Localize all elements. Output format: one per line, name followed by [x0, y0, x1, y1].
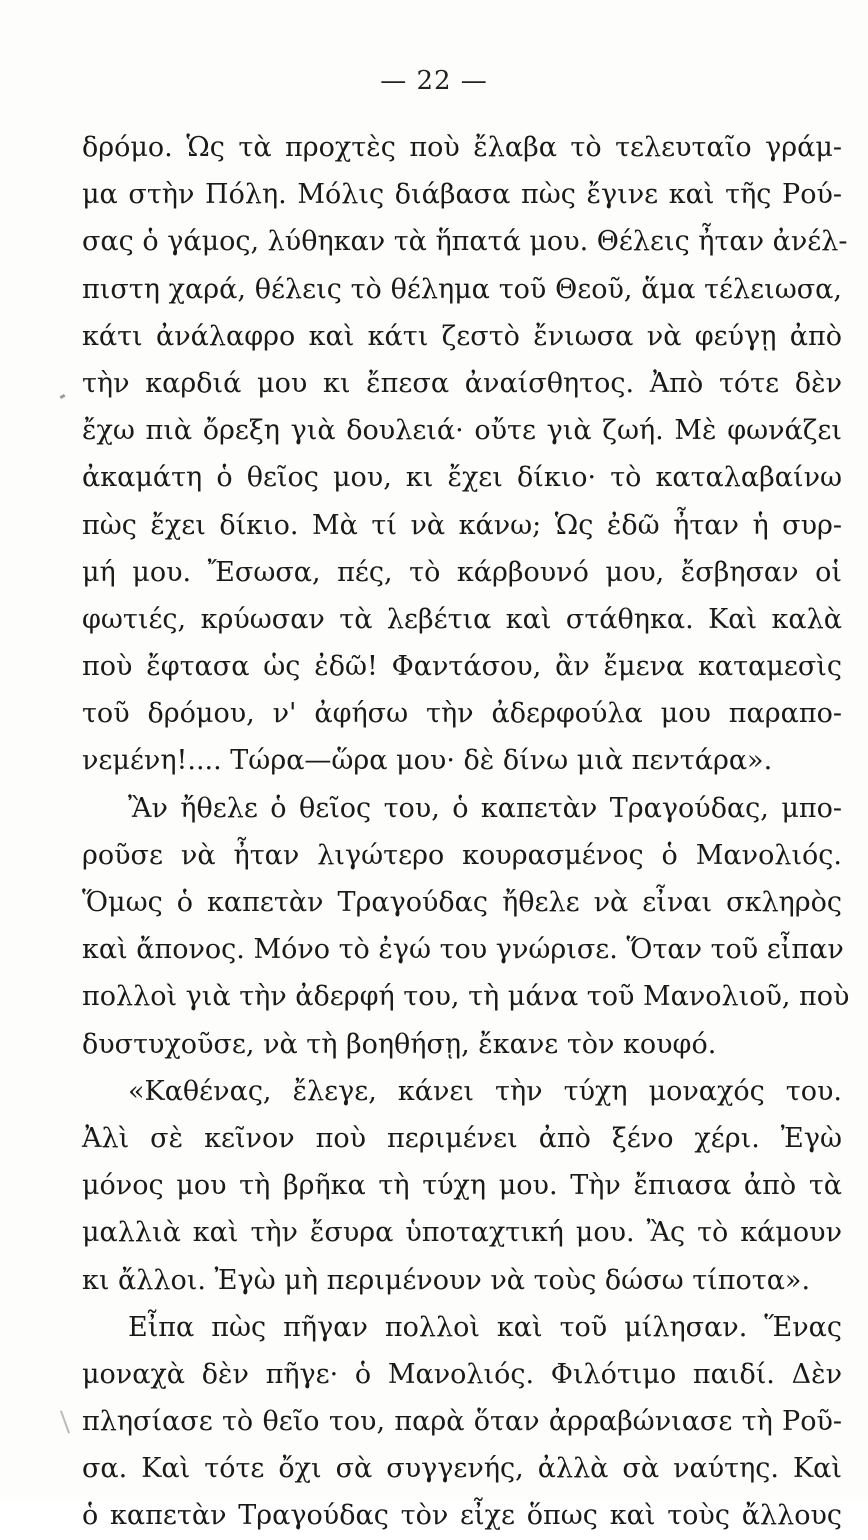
text-line: ἔχω πιὰ ὄρεξη γιὰ δουλειά· οὔτε γιὰ ζωή. Μὲ φωνάζει — [82, 415, 842, 447]
text-line: πιστη χαρά, θέλεις τὸ θέλημα τοῦ Θεοῦ, ἅμα τέλειωσα, — [82, 273, 842, 305]
text-line: καὶ ἄπονος. Μόνο τὸ ἐγώ του γνώρισε. Ὅταν τοῦ εἶπαν — [82, 934, 844, 966]
text-line: «Καθένας, ἔλεγε, κάνει τὴν τύχη μοναχός του. — [128, 1075, 842, 1107]
text-line: φωτιές, κρύωσαν τὰ λεβέτια καὶ στάθηκα. Καὶ καλὰ — [82, 603, 842, 635]
text-line: σα. Καὶ τότε ὄχι σὰ συγγενής, ἀλλὰ σὰ ναύτης. Καὶ — [82, 1453, 842, 1485]
text-line: Ὅμως ὁ καπετὰν Τραγούδας ἤθελε νὰ εἶναι σκληρὸς — [82, 887, 842, 918]
text-line: ροῦσε νὰ ἦταν λιγώτερο κουρασμένος ὁ Μανολιός. — [82, 839, 842, 871]
text-line: πολλοὶ γιὰ τὴν ἀδερφή του, τὴ μάνα τοῦ Μανολιοῦ, ποὺ — [82, 981, 850, 1013]
text-line: μαλλιὰ καὶ τὴν ἔσυρα ὑποταχτική μου. Ἂς τὸ κάμουν — [82, 1217, 842, 1249]
text-line: Ἀλὶ σὲ κεῖνον ποὺ περιμένει ἀπὸ ξένο χέρι. Ἐγὼ — [82, 1122, 842, 1154]
text-line: κάτι ἀνάλαφρο καὶ κάτι ζεστὸ ἔνιωσα νὰ φεύγῃ ἀπὸ — [82, 320, 842, 352]
text-line: τοῦ δρόμου, ν' ἀφήσω τὴν ἀδερφούλα μου παραπο- — [82, 698, 842, 730]
text-line: ἀκαμάτη ὁ θεῖος μου, κι ἔχει δίκιο· τὸ καταλαβαίνω — [82, 462, 842, 494]
margin-mark — [60, 394, 66, 399]
text-line: σας ὁ γάμος, λύθηκαν τὰ ἥπατά μου. Θέλεις ἦταν ἀνέλ- — [82, 226, 848, 258]
text-line: μα στὴν Πόλη. Μόλις διάβασα πὼς ἔγινε καὶ τῆς Ρού- — [82, 179, 842, 211]
text-line: πὼς ἔχει δίκιο. Μὰ τί νὰ κάνω; Ὡς ἐδῶ ἦταν ἡ συρ- — [82, 509, 842, 541]
text-line: κι ἄλλοι. Ἐγὼ μὴ περιμένουν νὰ τοὺς δώσω τίποτα». — [82, 1264, 811, 1296]
text-line: τὴν καρδιά μου κι ἔπεσα ἀναίσθητος. Ἀπὸ τότε δὲν — [82, 367, 842, 399]
body-text — [82, 124, 850, 1540]
page-number: — 22 — — [380, 66, 488, 96]
text-line: μόνος μου τὴ βρῆκα τὴ τύχη μου. Τὴν ἔπιασα ἀπὸ τὰ — [82, 1170, 842, 1202]
text-line: μοναχὰ δὲν πῆγε· ὁ Μανολιός. Φιλότιμο παιδί. Δὲν — [82, 1358, 842, 1390]
text-line: νεμένη!.... Τώρα—ὥρα μου· δὲ δίνω μιὰ πεντάρα». — [82, 745, 773, 777]
text-line: δρόμο. Ὡς τὰ προχτὲς ποὺ ἔλαβα τὸ τελευταῖο γράμ- — [82, 132, 842, 163]
text-line: δυστυχοῦσε, νὰ τὴ βοηθήσῃ, ἔκανε τὸν κουφό. — [82, 1028, 717, 1060]
text-line: ὁ καπετὰν Τραγούδας τὸν εἶχε ὅπως καὶ τοὺς ἄλλους — [82, 1500, 842, 1532]
text-line: Ἂν ἤθελε ὁ θεῖος του, ὁ καπετὰν Τραγούδας, μπο- — [128, 792, 842, 824]
stray-mark — [60, 1410, 70, 1433]
text-line: ποὺ ἔφτασα ὡς ἐδῶ! Φαντάσου, ἂν ἔμενα καταμεσὶς — [82, 651, 842, 683]
text-line: Εἶπα πὼς πῆγαν πολλοὶ καὶ τοῦ μίλησαν. Ἕνας — [128, 1311, 842, 1343]
text-line: μή μου. Ἔσωσα, πές, τὸ κάρβουνό μου, ἔσβησαν οἱ — [82, 556, 842, 588]
text-line: πλησίασε τὸ θεῖο του, παρὰ ὅταν ἀρραβώνιασε τὴ Ροῦ- — [82, 1406, 842, 1438]
